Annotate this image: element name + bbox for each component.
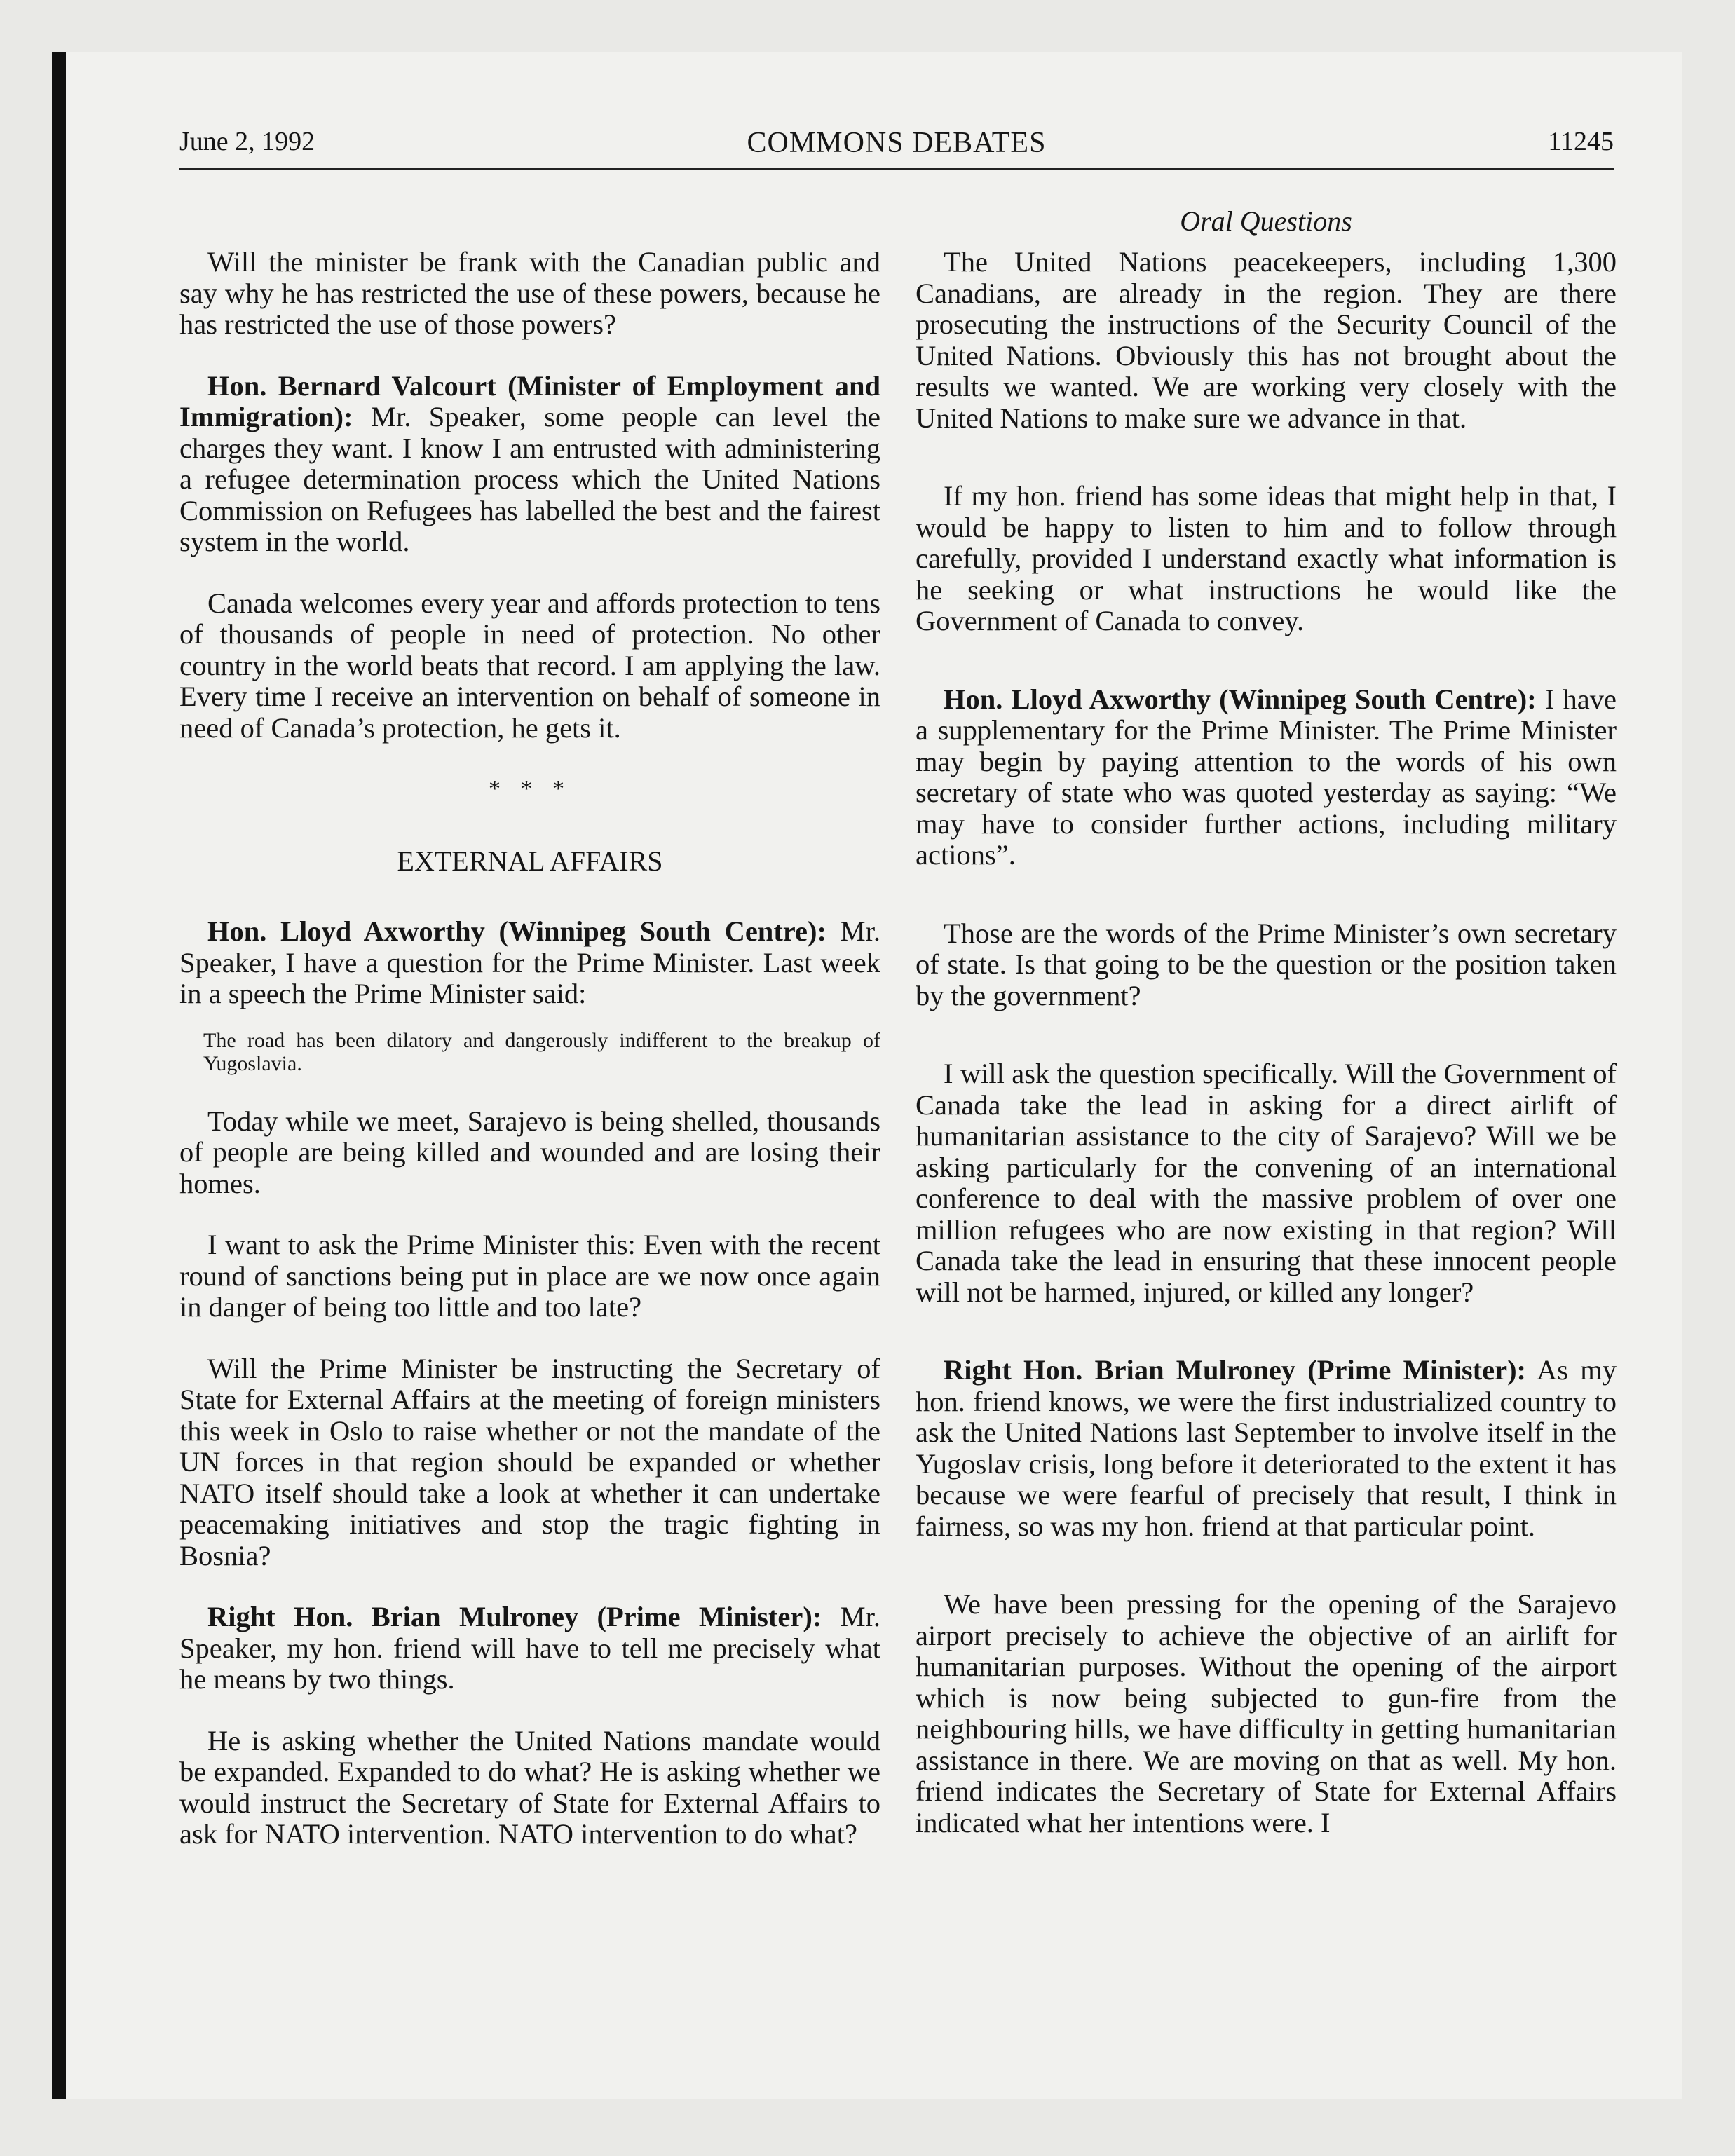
paragraph: Will the Prime Minister be instructing the Secretary of State for External Affairs at the meeting of foreign ministers this week in Oslo to raise whether or not the mandate of the UN forces in that region should be expanded or whether NATO itself should take a look at whether it can undertake peacemaking initiatives and stop the tragic fighting in Bosnia? — [179, 1352, 880, 1571]
paragraph: Today while we meet, Sarajevo is being shelled, thousands of people are being killed and wounded and are losing their homes. — [179, 1105, 880, 1199]
speaker-name: Right Hon. Brian Mulroney (Prime Minister): — [207, 1601, 822, 1632]
paragraph: We have been pressing for the opening of the Sarajevo airport precisely to achieve the objective of an airlift for humanitarian purposes. Without the opening of the airport which is now being subjected to gun-fire from the neighbouring hills, we have difficulty in getting humanitarian assistance in there. We are moving on that as well. My hon. friend indicates the Secretary of State for External Affairs indicated what her intentions were. I — [916, 1588, 1617, 1838]
speaker-name: Hon. Lloyd Axworthy (Winnipeg South Centre): — [944, 683, 1537, 715]
speech-text: Mr. Speaker, some people can level the charges they want. I know I am entrusted with administering a refugee determination process which the United Nations Commission on Refugees has labelled the best and the fairest system in the world. — [179, 401, 880, 557]
paragraph: The United Nations peacekeepers, including 1,300 Canadians, are already in the region. They are there prosecuting the instructions of the Security Council of the United Nations. Obviously this has not brought about the results we wanted. We are working very closely with the United Nations to make sure we advance in that. — [916, 246, 1617, 434]
section-label: Oral Questions — [1180, 205, 1352, 237]
section-heading: EXTERNAL AFFAIRS — [397, 845, 663, 877]
speech-paragraph — [179, 371, 880, 558]
page-header — [179, 123, 1614, 170]
speaker-name: Hon. Lloyd Axworthy (Winnipeg South Centre): — [207, 915, 827, 947]
right-column — [916, 247, 1617, 1885]
speech-text: Mr. Speaker, I have a question for the Prime Minister. Last week in a speech the Prime Minister said: — [179, 915, 881, 1009]
speaker-name: Hon. Bernard Valcourt (Minister of Employment and Immigration): — [179, 369, 880, 432]
paragraph: If my hon. friend has some ideas that might help in that, I would be happy to listen to him and to follow through carefully, provided I understand exactly what information is he seeking or what instructions he would like the Government of Canada to convey. — [916, 480, 1617, 636]
paragraph: Canada welcomes every year and affords protection to tens of thousands of people in need of protection. No other country in the world beats that record. I am applying the law. Every time I receive an intervention on behalf of someone in need of Canada’s protection, he gets it. — [179, 587, 880, 744]
speaker-name: Right Hon. Brian Mulroney (Prime Minister): — [944, 1354, 1527, 1386]
paragraph: Those are the words of the Prime Minister’s own secretary of state. Is that going to be the question or the position taken by the government? — [916, 917, 1617, 1011]
paragraph: I will ask the question specifically. Will the Government of Canada take the lead in asking for a direct airlift of humanitarian assistance to the city of Sarajevo? Will we be asking particularly for the convening of an international conference to deal with the massive problem of over one million refugees who are now existing in that region? Will Canada take the lead in ensuring that these innocent people will not be harmed, injured, or killed any longer? — [916, 1058, 1617, 1308]
section-separator: * * * — [489, 776, 571, 802]
speech-text: Mr. Speaker, my hon. friend will have to tell me precisely what he means by two things. — [179, 1601, 880, 1695]
header-title: COMMONS DEBATES — [747, 127, 1047, 159]
speech-paragraph — [179, 1602, 880, 1696]
paragraph: I want to ask the Prime Minister this: Even with the recent round of sanctions being put in place are we now once again in danger of being too little and too late? — [179, 1229, 880, 1323]
block-quote: The road has been dilatory and dangerously indifferent to the breakup of Yugoslavia. — [203, 1028, 880, 1075]
speech-paragraph — [916, 684, 1617, 871]
left-column — [179, 247, 880, 1881]
speech-paragraph — [179, 916, 880, 1010]
header-date: June 2, 1992 — [179, 127, 315, 156]
speech-text: As my hon. friend knows, we were the first industrialized country to ask the United Nations last September to involve itself in the Yugoslav crisis, long before it deteriorated to the extent it has because we were fearful of precisely that result, I think in fairness, so was my hon. friend at that particular point. — [916, 1354, 1617, 1542]
scan-edge-bar — [52, 52, 66, 2099]
header-page-number: 11245 — [1548, 127, 1614, 156]
paragraph: Will the minister be frank with the Canadian public and say why he has restricted the use of these powers, because he has restricted the use of those powers? — [179, 246, 880, 340]
paragraph: He is asking whether the United Nations mandate would be expanded. Expanded to do what? He is asking whether we would instruct the Secretary of State for External Affairs to ask for NATO intervention. NATO intervention to do what? — [179, 1724, 880, 1850]
speech-text: I have a supplementary for the Prime Minister. The Prime Minister may begin by paying attention to the words of his own secretary of state who was quoted yesterday as saying: “We may have to consider further actions, including military actions”. — [916, 683, 1617, 871]
speech-paragraph — [916, 1355, 1617, 1542]
